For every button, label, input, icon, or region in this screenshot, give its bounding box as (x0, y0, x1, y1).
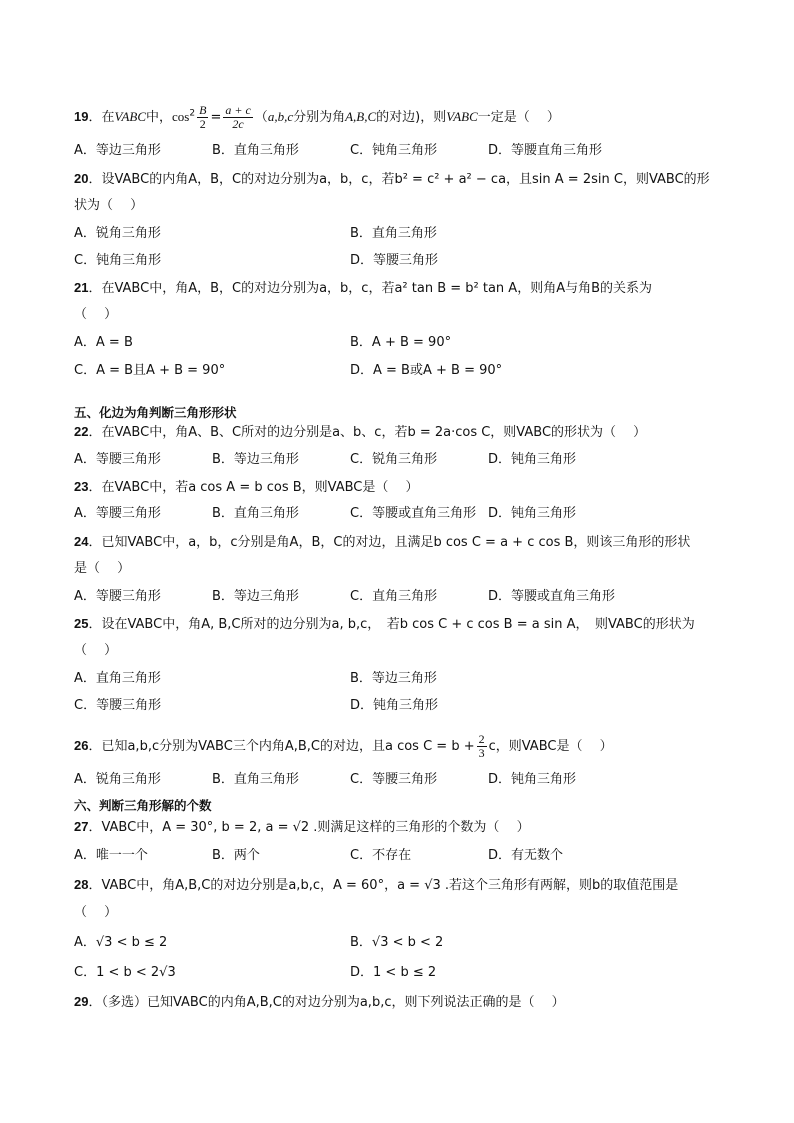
section-heading: 五、化边为角判断三角形形状 (74, 405, 237, 420)
option-d[interactable]: D．钝角三角形 (488, 772, 577, 787)
option-c[interactable]: C．不存在 (350, 848, 412, 863)
option-c[interactable]: C．等腰三角形 (350, 772, 438, 787)
question-29: 29．（多选）已知VABC的内角A,B,C的对边分别为a,b,c，则下列说法正确的是（ ） (74, 994, 565, 1010)
option-c[interactable]: C．等腰或直角三角形 (350, 506, 477, 521)
question-21: 21．在VABC中，角A，B，C的对边分别为a，b，c，若a² tan B = b² tan A，则角A与角B的关系为 (74, 280, 653, 296)
option-b[interactable]: B．等边三角形 (212, 452, 299, 467)
option-c[interactable]: C．A = B且A + B = 90° (74, 363, 226, 378)
question-28-line2: （ ） (74, 905, 118, 920)
option-b[interactable]: B．直角三角形 (212, 772, 299, 787)
option-c[interactable]: C．钝角三角形 (350, 143, 438, 158)
question-20-line2: 状为（ ） (74, 198, 144, 213)
option-b[interactable]: B．直角三角形 (350, 226, 437, 241)
fraction-b-over-2: $\frac{B}{2}$ (199, 103, 207, 131)
section-heading: 六、判断三角形解的个数 (74, 798, 212, 813)
option-d[interactable]: D．有无数个 (488, 848, 564, 863)
option-a[interactable]: A．唯一一个 (74, 848, 148, 863)
option-a[interactable]: A．等腰三角形 (74, 452, 161, 467)
option-a[interactable]: A．等边三角形 (74, 143, 161, 158)
question-25: 25．设在VABC中，角A, B,C所对的边分别为a, b,c， 若b cos C + c cos B = a sin A， 则VABC的形状为 (74, 616, 695, 632)
option-d[interactable]: D．钝角三角形 (488, 506, 577, 521)
option-a[interactable]: A．锐角三角形 (74, 226, 161, 241)
question-27: 27．VABC中，A = 30°, b = 2, a = √2 .则满足这样的三角形的个数为（ ） (74, 819, 530, 835)
question-24: 24．已知VABC中，a，b，c分别是角A，B，C的对边，且满足b cos C = a + c cos B，则该三角形的形状 (74, 534, 691, 550)
option-d[interactable]: D．钝角三角形 (350, 698, 439, 713)
option-b[interactable]: B．等边三角形 (212, 589, 299, 604)
option-b[interactable]: B．直角三角形 (212, 506, 299, 521)
option-b[interactable]: B．直角三角形 (212, 143, 299, 158)
option-b[interactable]: B．两个 (212, 848, 260, 863)
option-a[interactable]: A．等腰三角形 (74, 589, 161, 604)
question-23: 23．在VABC中，若a cos A = b cos B，则VABC是（ ） (74, 479, 419, 495)
option-a[interactable]: A．等腰三角形 (74, 506, 161, 521)
option-c[interactable]: C．直角三角形 (350, 589, 438, 604)
option-a[interactable]: A．直角三角形 (74, 671, 161, 686)
option-d[interactable]: D．等腰三角形 (350, 253, 439, 268)
question-24-line2: 是（ ） (74, 561, 131, 576)
question-28: 28．VABC中，角A,B,C的对边分别是a,b,c，A = 60°，a = √3 .若这个三角形有两解，则b的取值范围是 (74, 877, 679, 893)
option-a[interactable]: A．√3 < b ≤ 2 (74, 935, 168, 950)
option-b[interactable]: B．等边三角形 (350, 671, 437, 686)
option-a[interactable]: A．锐角三角形 (74, 772, 161, 787)
question-25-line2: （ ） (74, 643, 118, 658)
option-d[interactable]: D．1 < b ≤ 2 (350, 965, 437, 980)
question-19: 19．在VABC中，$\cos^2$ $\frac{B}{2}$ = $\frac{a + c}{2c}$ （a,b,c分别为角A,B,C的对边)，则VABC一定是（ ） (74, 103, 560, 131)
fraction-2-over-3: $\frac{2}{3}$ (478, 732, 485, 760)
question-22: 22．在VABC中，角A、B、C所对的边分别是a、b、c，若b = 2a·cos C，则VABC的形状为（ ） (74, 424, 647, 440)
fraction-a-plus-c-over-2c: $\frac{a + c}{2c}$ (225, 103, 251, 131)
option-c[interactable]: C．等腰三角形 (74, 698, 162, 713)
option-c[interactable]: C．锐角三角形 (350, 452, 438, 467)
option-b[interactable]: B．√3 < b < 2 (350, 935, 444, 950)
option-d[interactable]: D．钝角三角形 (488, 452, 577, 467)
question-20: 20．设VABC的内角A，B，C的对边分别为a，b，c，若b² = c² + a² − ca，且sin A = 2sin C，则VABC的形 (74, 171, 710, 187)
option-d[interactable]: D．等腰直角三角形 (488, 143, 603, 158)
option-d[interactable]: D．等腰或直角三角形 (488, 589, 616, 604)
option-d[interactable]: D．A = B或A + B = 90° (350, 363, 503, 378)
option-c[interactable]: C．1 < b < 2√3 (74, 965, 176, 980)
option-b[interactable]: B．A + B = 90° (350, 335, 452, 350)
question-number: 19 (74, 109, 89, 124)
option-c[interactable]: C．钝角三角形 (74, 253, 162, 268)
question-21-line2: （ ） (74, 307, 118, 322)
question-26: 26．已知a,b,c分别为VABC三个内角A,B,C的对边，且a cos C = b + $\frac{2}{3}$ c，则VABC是（ ） (74, 732, 613, 760)
option-a[interactable]: A．A = B (74, 335, 133, 350)
